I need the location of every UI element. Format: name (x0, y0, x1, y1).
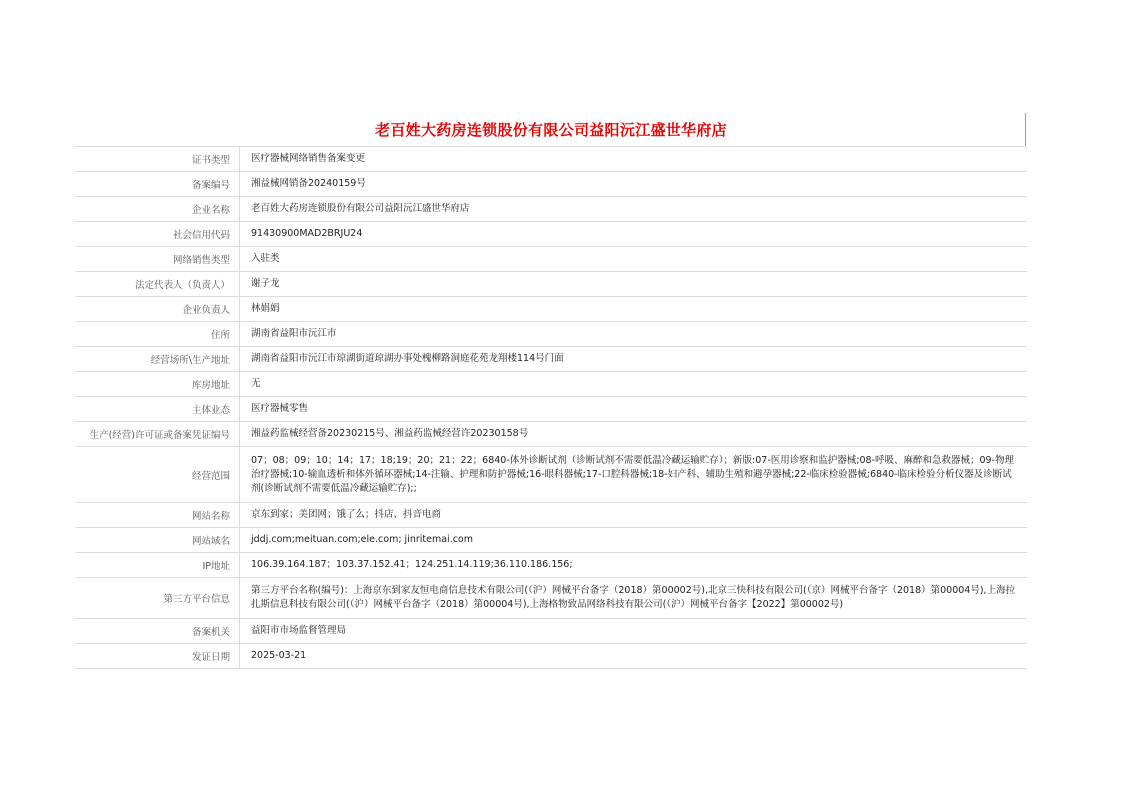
field-value-warehouse: 无 (240, 372, 1028, 397)
certificate-info-table (75, 146, 1027, 669)
field-label-sales-type: 网络销售类型 (75, 247, 240, 272)
table-row (75, 147, 1027, 172)
field-value-business-scope: 07；08；09；10；14；17；18;19；20；21；22；6840-体外诊断试剂（诊断试剂不需要低温冷藏运输贮存）；新版:07-医用诊察和监护器械;08-呼吸、麻醉和急救器械；09-物理治疗器械;10-输血透析和体外循环器械;14-注输、护理和防护器械;16-眼科器械;17-口腔科器械;18-妇产科、辅助生殖和避孕器械;22-临床检验器械;6840-临床检验分析仪器及诊断试剂(诊断试剂不需要低温冷藏运输贮存);; (240, 447, 1028, 503)
table-row (75, 578, 1027, 619)
field-label-third-party: 第三方平台信息 (75, 578, 240, 619)
field-value-company-name: 老百姓大药房连锁股份有限公司益阳沅江盛世华府店 (240, 197, 1028, 222)
field-value-business-address: 湖南省益阳市沅江市琼湖街道琼湖办事处槐柳路洞庭花苑龙翔楼114号门面 (240, 347, 1028, 372)
field-label-manager: 企业负责人 (75, 297, 240, 322)
field-label-website-domain: 网站域名 (75, 528, 240, 553)
field-value-record-number: 湘益械网销备20240159号 (240, 172, 1028, 197)
field-label-issue-date: 发证日期 (75, 644, 240, 669)
table-row (75, 322, 1027, 347)
table-row (75, 447, 1027, 503)
table-row (75, 347, 1027, 372)
field-label-business-address: 经营场所\生产地址 (75, 347, 240, 372)
field-label-business-format: 主体业态 (75, 397, 240, 422)
field-value-website-name: 京东到家；美团网；饿了么；抖店、抖音电商 (240, 503, 1028, 528)
table-row (75, 297, 1027, 322)
field-label-website-name: 网站名称 (75, 503, 240, 528)
table-row (75, 644, 1027, 669)
table-row (75, 197, 1027, 222)
field-value-license-number: 湘益药监械经营备20230215号、湘益药监械经营许20230158号 (240, 422, 1028, 447)
field-value-sales-type: 入驻类 (240, 247, 1028, 272)
field-value-credit-code: 91430900MAD2BRJU24 (240, 222, 1028, 247)
field-label-warehouse: 库房地址 (75, 372, 240, 397)
table-row (75, 172, 1027, 197)
field-label-filing-authority: 备案机关 (75, 619, 240, 644)
field-label-ip-address: IP地址 (75, 553, 240, 578)
field-label-license-number: 生产(经营)许可证或备案凭证编号 (75, 422, 240, 447)
field-value-cert-type: 医疗器械网络销售备案变更 (240, 147, 1028, 172)
field-value-filing-authority: 益阳市市场监督管理局 (240, 619, 1028, 644)
field-value-domicile: 湖南省益阳市沅江市 (240, 322, 1028, 347)
field-value-third-party: 第三方平台名称(编号)：上海京东到家友恒电商信息技术有限公司(（沪）网械平台备字（2018）第00002号),北京三快科技有限公司(（京）网械平台备字（2018）第00004号),上海拉扎斯信息科技有限公司(（沪）网械平台备字（2018）第00004号),上海格物致品网络科技有限公司(（沪）网械平台备字【2022】第00002号) (240, 578, 1028, 619)
field-value-website-domain: jddj.com;meituan.com;ele.com; jinritemai.com (240, 528, 1028, 553)
field-label-domicile: 住所 (75, 322, 240, 347)
field-value-business-format: 医疗器械零售 (240, 397, 1028, 422)
table-row (75, 553, 1027, 578)
field-label-company-name: 企业名称 (75, 197, 240, 222)
field-label-business-scope: 经营范围 (75, 447, 240, 503)
field-value-ip-address: 106.39.164.187；103.37.152.41；124.251.14.119;36.110.186.156; (240, 553, 1028, 578)
field-value-issue-date: 2025-03-21 (240, 644, 1028, 669)
field-value-legal-rep: 谢子龙 (240, 272, 1028, 297)
table-row (75, 397, 1027, 422)
field-label-record-number: 备案编号 (75, 172, 240, 197)
field-value-manager: 林娟娟 (240, 297, 1028, 322)
table-row (75, 247, 1027, 272)
table-row (75, 272, 1027, 297)
page-title: 老百姓大药房连锁股份有限公司益阳沅江盛世华府店 (375, 121, 727, 139)
field-label-legal-rep: 法定代表人（负责人） (75, 272, 240, 297)
table-row (75, 503, 1027, 528)
table-row (75, 372, 1027, 397)
table-row (75, 222, 1027, 247)
field-label-cert-type: 证书类型 (75, 147, 240, 172)
table-row (75, 422, 1027, 447)
scrollbar-edge (1025, 113, 1026, 147)
table-row (75, 528, 1027, 553)
table-row (75, 619, 1027, 644)
field-label-credit-code: 社会信用代码 (75, 222, 240, 247)
